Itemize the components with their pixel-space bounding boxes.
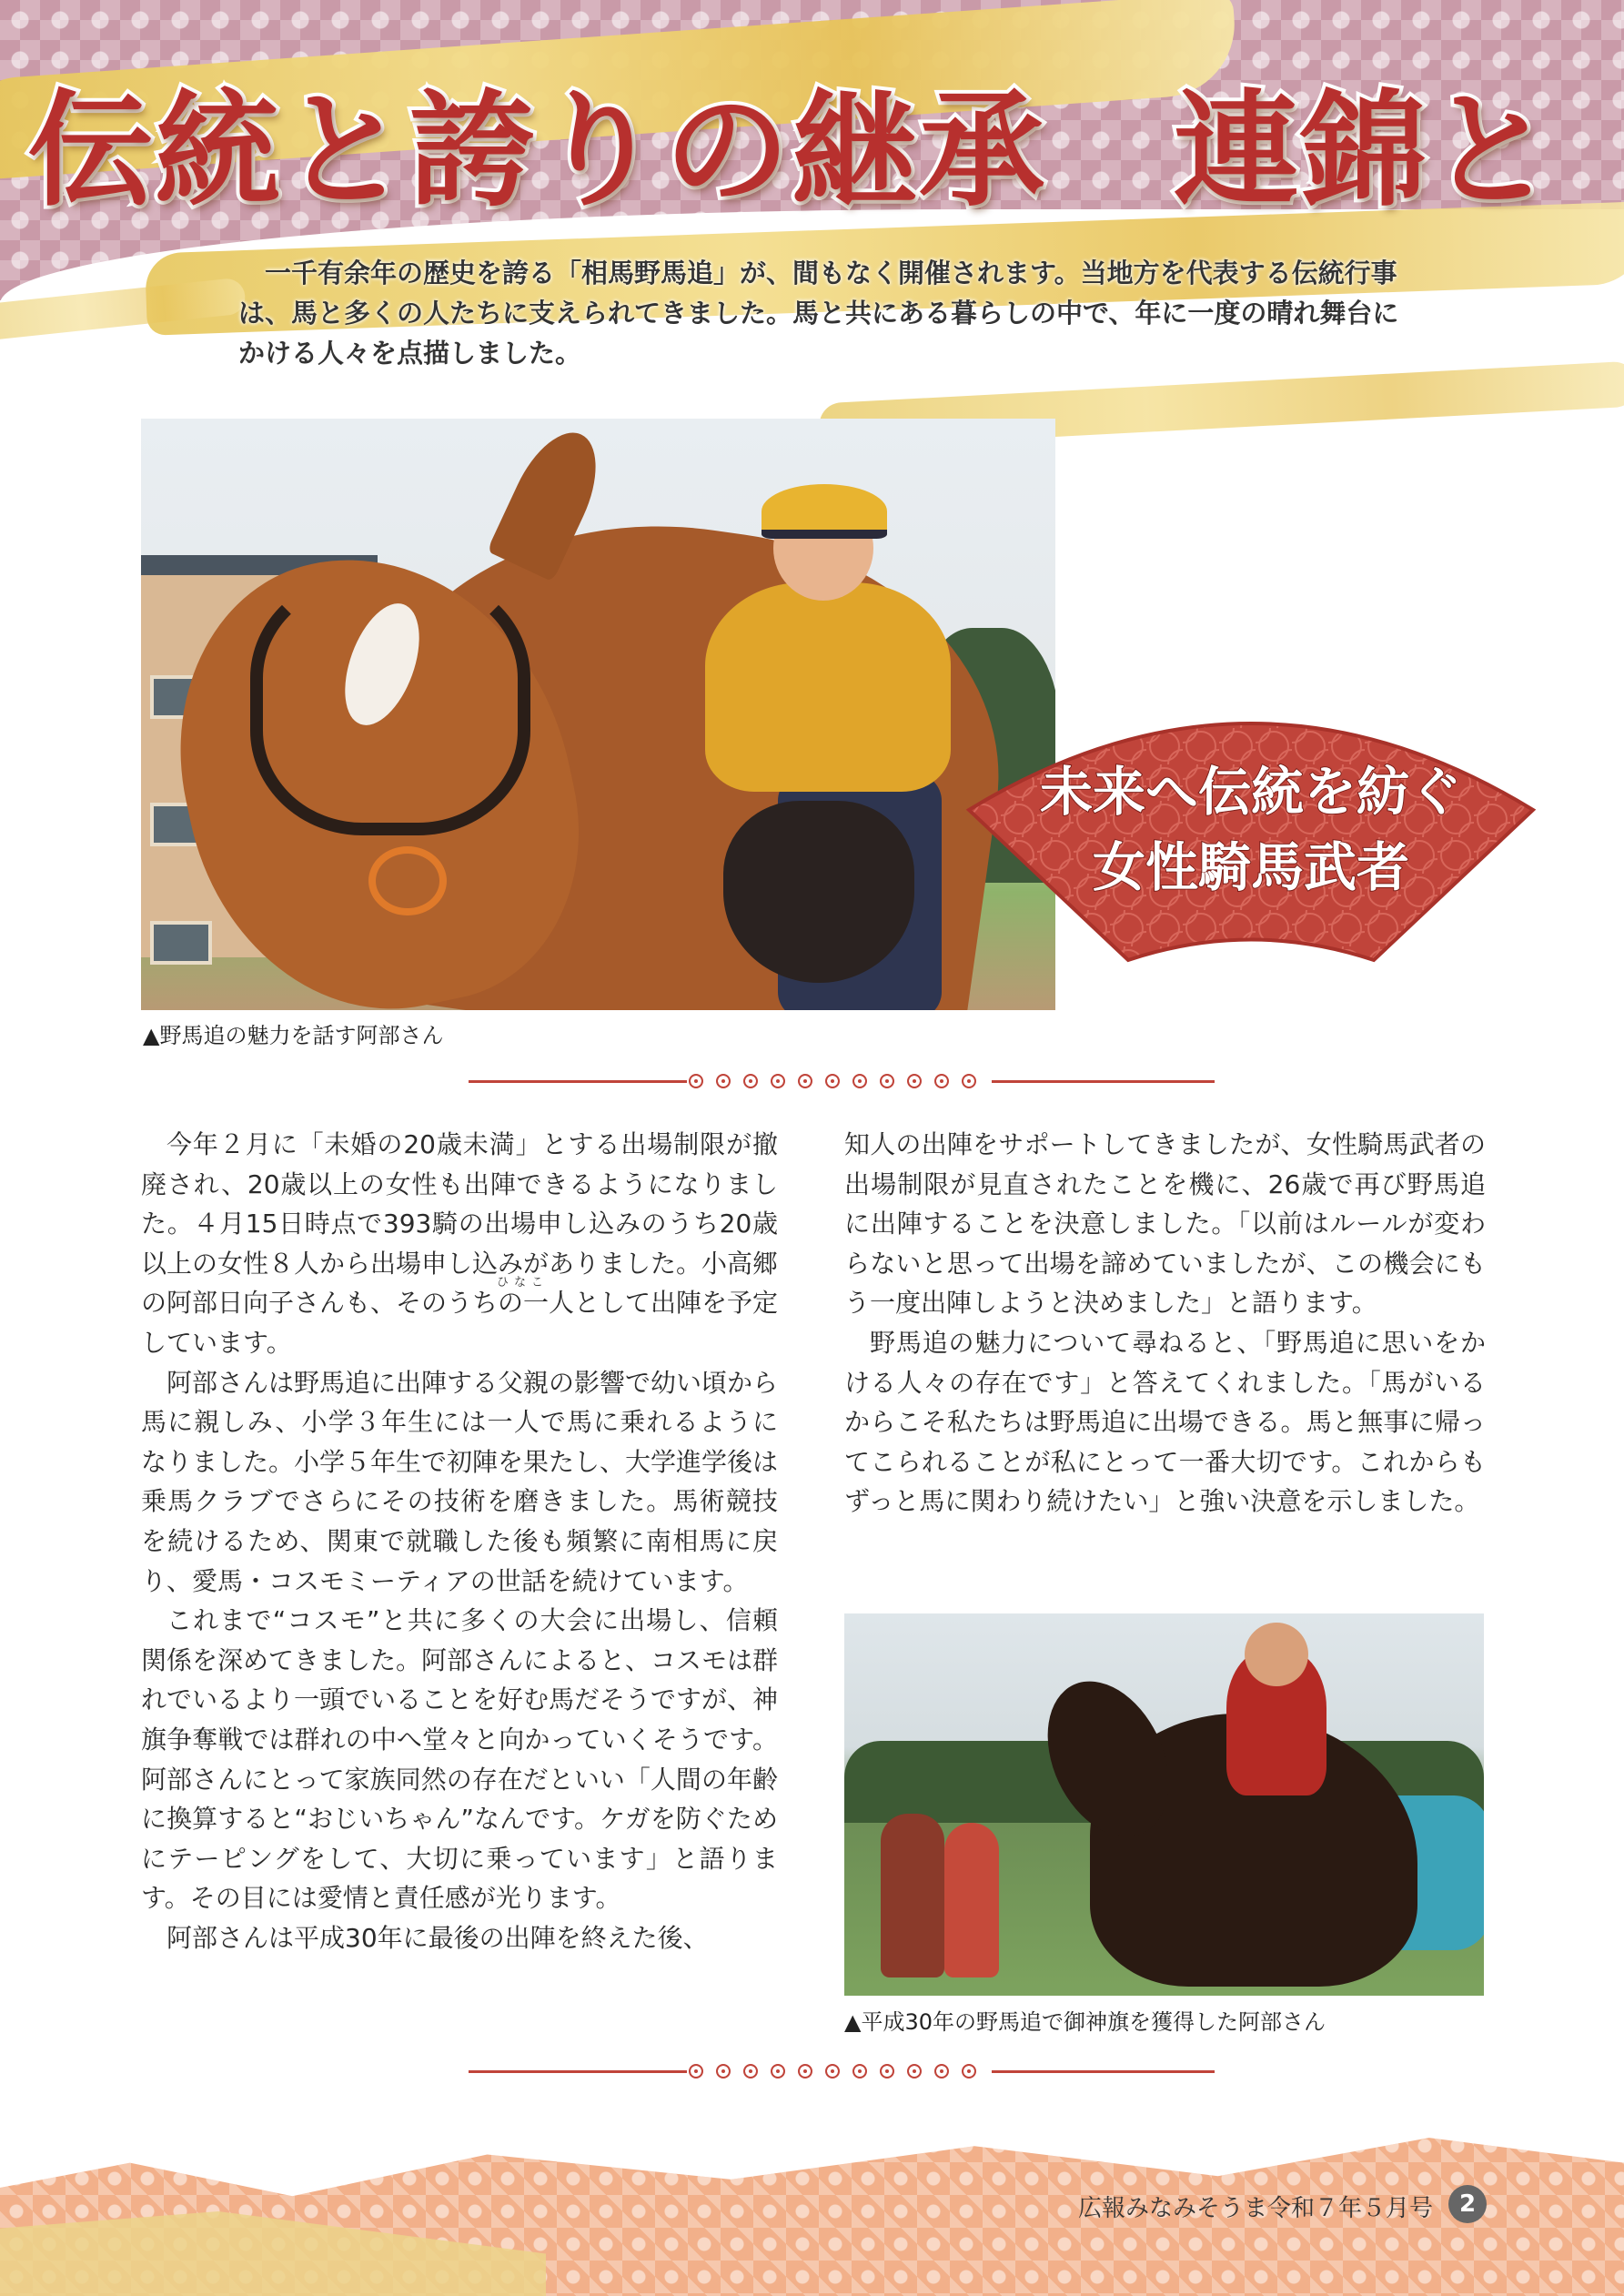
ruby-reading: ひなこ [497, 1276, 550, 1290]
divider-dot [771, 2064, 785, 2079]
badge-line-1: 未来へ伝統を紡ぐ [1039, 761, 1463, 823]
saddle [723, 801, 914, 983]
second-photo [844, 1613, 1484, 1996]
article-paragraph: 今年２月に「未婚の20歳未満」とする出場制限が撤廃され、20歳以上の女性も出陣できるようになりました。４月15日時点で393騎の出場申し込みのうち20歳以上の女性８人から出場申し込みがありました。小高郷の阿部日向子さんも、そのうちの一人として出陣を予定しています。 [141, 1129, 779, 1358]
article-paragraph: これまで“コスモ”と共に多くの大会に出場し、信頼関係を深めてきました。阿部さんによると、コスモは群れでいるより一頭でいることを好む馬だそうですが、神旗争奪戦では群れの中へ堂々と向かっていくそうです。阿部さんにとって家族同然の存在だといい「人間の年齢に換算すると“おじいちゃん”なんです。ケガを防ぐためにテーピングをして、大切に乗っています」と語ります。その目には愛情と責任感が光ります。 [141, 1605, 779, 1914]
article-column-right [844, 1125, 1486, 1522]
bridle-ring [368, 846, 447, 915]
divider-dot [907, 2064, 922, 2079]
spectator-figure [944, 1823, 999, 1977]
divider-dot [934, 1074, 949, 1088]
divider-dot [880, 1074, 894, 1088]
article-paragraph: 野馬追の魅力について尋ねると、「野馬追に思いをかける人々の存在です」と答えてくれました。「馬がいるからこそ私たちは野馬追に出場できる。馬と無事に帰ってこられることが私にとって一番大切です。これからもずっと馬に関わり続けたい」と強い決意を示しました。 [844, 1327, 1486, 1517]
lead-paragraph: 一千有余年の歴史を誇る「相馬野馬追」が、間もなく開催されます。当地方を代表する伝統行事は、馬と多くの人たちに支えられてきました。馬と共にある暮らしの中で、年に一度の晴れ舞台にかける人々を点描しました。 [238, 258, 1399, 369]
article-paragraph: 知人の出陣をサポートしてきましたが、女性騎馬武者の出場制限が見直されたことを機に、26歳で再び野馬追に出陣することを決意しました。「以前はルールが変わらないと思って出場を諦めていましたが、この機会にもう一度出陣しようと決めました」と語ります。 [844, 1129, 1486, 1319]
rider-face [1245, 1623, 1308, 1686]
page-number: 2 [1448, 2185, 1487, 2223]
rider-jacket [705, 582, 951, 792]
divider-dot [962, 2064, 976, 2079]
divider-dot [852, 2064, 867, 2079]
article-paragraph: 阿部さんは平成30年に最後の出陣を終えた後、 [166, 1922, 709, 1953]
main-photo-caption: ▲野馬追の魅力を話す阿部さん [143, 1023, 444, 1048]
article-column-left [141, 1125, 778, 1957]
publication-name: 広報みなみそうま令和７年５月号 [1078, 2195, 1434, 2222]
badge-line-2: 女性騎馬武者 [1092, 836, 1410, 898]
divider-dot [716, 1074, 731, 1088]
main-photo [141, 419, 1055, 1010]
divider-dot [880, 2064, 894, 2079]
rider-cap [762, 484, 887, 539]
divider-line [992, 2070, 1215, 2073]
ornamental-divider [469, 2060, 1215, 2082]
divider-dot [825, 1074, 840, 1088]
divider-dot [962, 1074, 976, 1088]
divider-dot [716, 2064, 731, 2079]
divider-dot [798, 2064, 812, 2079]
divider-dot [689, 1074, 703, 1088]
divider-dot [907, 1074, 922, 1088]
horse-bridle [250, 573, 530, 835]
divider-line [469, 2070, 687, 2073]
divider-dot [798, 1074, 812, 1088]
divider-dot [743, 2064, 758, 2079]
fan-badge [964, 692, 1538, 965]
article-paragraph: 阿部さんは野馬追に出陣する父親の影響で幼い頃から馬に親しみ、小学３年生には一人で馬に乗れるようになりました。小学５年生で初陣を果たし、大学進学後は乗馬クラブでさらにその技術を磨きました。馬術競技を続けるため、関東で就職した後も頻繁に南相馬に戻り、愛馬・コスモミーティアの世話を続けています。 [141, 1367, 779, 1596]
divider-dot [771, 1074, 785, 1088]
divider-dot [689, 2064, 703, 2079]
divider-line [469, 1080, 687, 1083]
house-window [150, 921, 212, 965]
divider-dot [743, 1074, 758, 1088]
spectator-figure [881, 1814, 944, 1977]
divider-dot [934, 2064, 949, 2079]
ornamental-divider [469, 1070, 1215, 1092]
divider-dot [852, 1074, 867, 1088]
second-photo-caption: ▲平成30年の野馬追で御神旗を獲得した阿部さん [844, 2009, 1326, 2035]
page-title: 伝統と誇りの継承 連錦と [27, 76, 1557, 224]
divider-line [992, 1080, 1215, 1083]
divider-dot [825, 2064, 840, 2079]
